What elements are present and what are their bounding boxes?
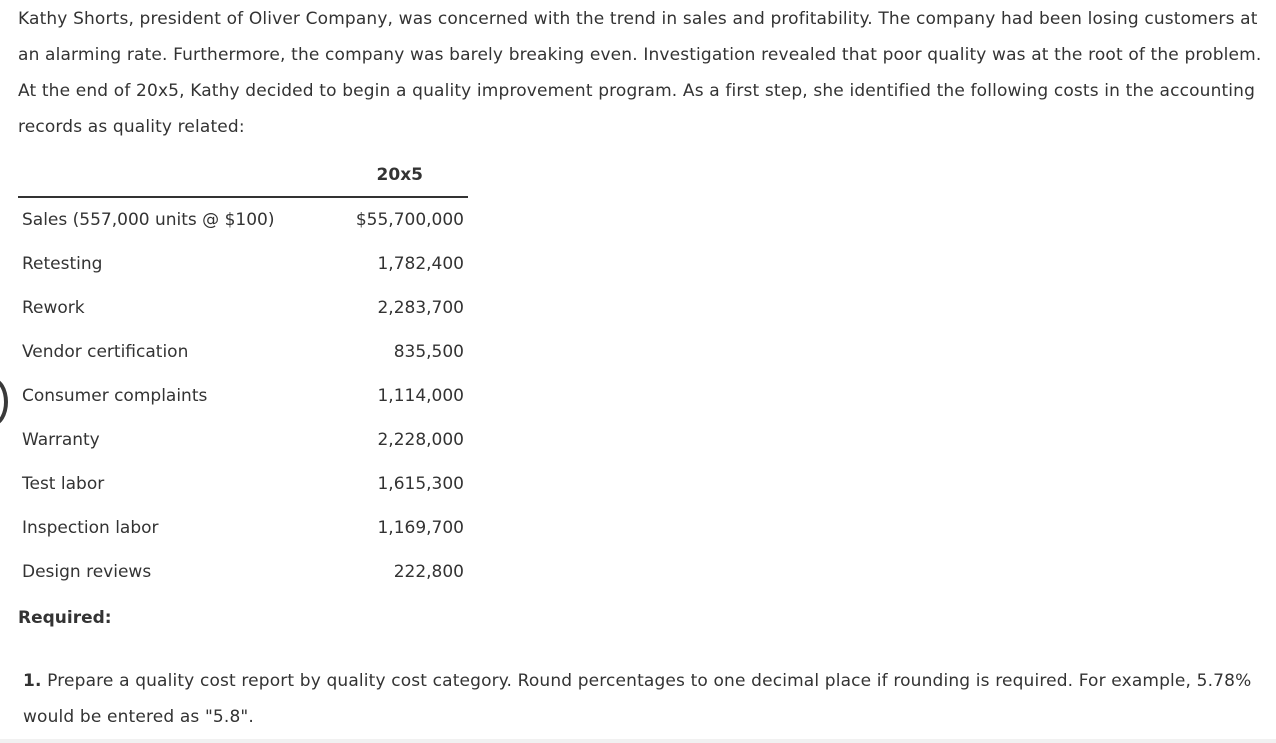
row-amount: $55,700,000 <box>355 210 464 230</box>
bottom-divider <box>0 739 1276 743</box>
row-label: Consumer complaints <box>22 386 208 406</box>
required-item-text: Prepare a quality cost report by quality cost category. Round percentages to one decimal place if rounding is required. For example, 5.78% would be entered as "5.8". <box>23 671 1252 727</box>
row-label: Design reviews <box>22 562 152 582</box>
table-row <box>18 418 468 462</box>
table-row <box>18 374 468 418</box>
row-amount: 222,800 <box>393 562 464 582</box>
required-heading: Required: <box>18 608 112 628</box>
label-column-header <box>18 154 318 197</box>
row-amount: 1,615,300 <box>377 474 464 494</box>
row-label: Inspection labor <box>22 518 159 538</box>
row-amount: 1,114,000 <box>377 386 464 406</box>
quality-cost-table <box>18 154 468 594</box>
row-label: Retesting <box>22 254 103 274</box>
row-label: Sales (557,000 units @ $100) <box>22 210 275 230</box>
table-row <box>18 286 468 330</box>
table-header-row <box>18 154 468 197</box>
row-amount: 2,228,000 <box>377 430 464 450</box>
table-row <box>18 506 468 550</box>
row-amount: 835,500 <box>393 342 464 362</box>
table-row <box>18 242 468 286</box>
required-item <box>23 663 1268 735</box>
table-row <box>18 197 468 242</box>
row-label: Test labor <box>22 474 105 494</box>
row-label: Warranty <box>22 430 100 450</box>
row-amount: 1,782,400 <box>377 254 464 274</box>
problem-intro: Kathy Shorts, president of Oliver Company, was concerned with the trend in sales and profitability. The company had been losing customers at an alarming rate. Furthermore, the company was barely breaking even. Investigation revealed that poor quality was at the root of the problem. At the end of 20x5, Kathy decided to begin a quality improvement program. As a first step, she identified the following costs in the accounting records as quality related: <box>18 9 1262 137</box>
row-amount: 2,283,700 <box>377 298 464 318</box>
table-row <box>18 330 468 374</box>
row-amount: 1,169,700 <box>377 518 464 538</box>
table-row <box>18 550 468 594</box>
table-row <box>18 462 468 506</box>
year-column-header: 20x5 <box>318 154 468 197</box>
step-marker-icon <box>0 378 8 426</box>
row-label: Vendor certification <box>22 342 189 362</box>
required-item-number: 1. <box>23 671 42 691</box>
row-label: Rework <box>22 298 85 318</box>
